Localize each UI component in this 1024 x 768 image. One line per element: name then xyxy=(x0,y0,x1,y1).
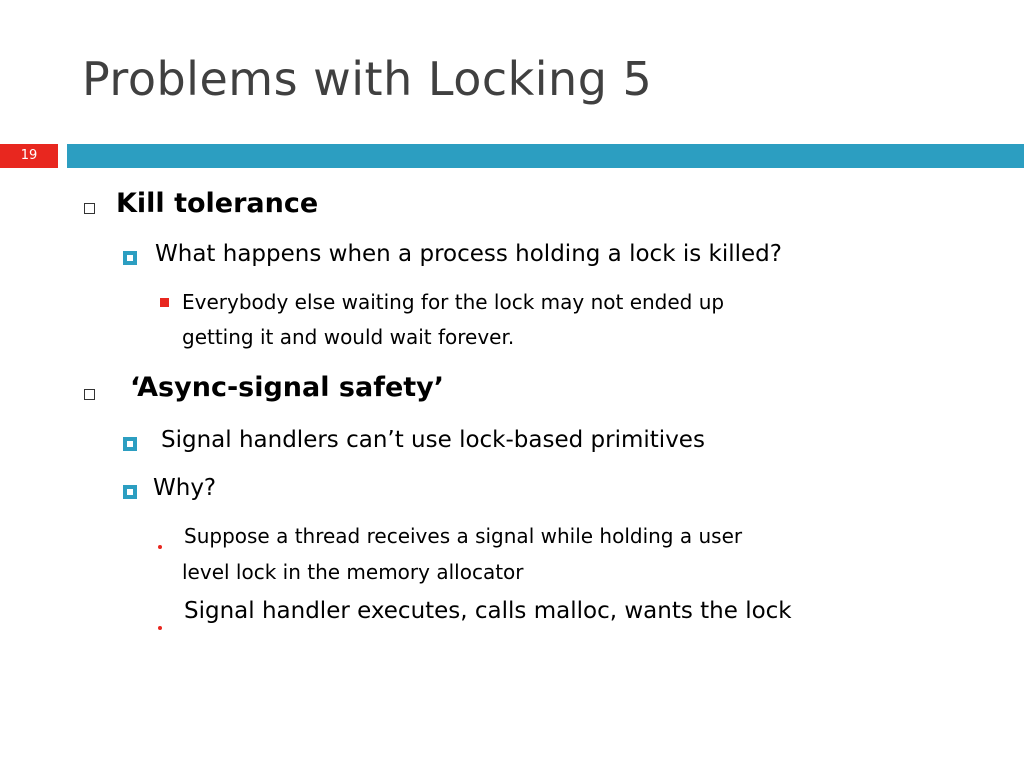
accent-bar xyxy=(67,144,1024,168)
hollow-square-bullet-icon xyxy=(84,389,95,400)
kill-tolerance-heading: Kill tolerance xyxy=(116,188,319,219)
reason2: Signal handler executes, calls malloc, wants the lock xyxy=(184,598,792,624)
kill-answer-line1: Everybody else waiting for the lock may not ended up xyxy=(182,290,725,314)
reason1-line1: Suppose a thread receives a signal while holding a user xyxy=(184,524,743,548)
square-bullet-icon xyxy=(123,437,137,451)
async-signal-heading: ‘Async-signal safety’ xyxy=(130,372,445,403)
hollow-square-bullet-icon xyxy=(84,203,95,214)
dot-bullet-icon xyxy=(158,626,162,630)
async-why: Why? xyxy=(153,475,217,501)
slide-number: 19 xyxy=(0,144,58,168)
dot-bullet-icon xyxy=(158,545,162,549)
reason1-line2: level lock in the memory allocator xyxy=(182,560,524,584)
async-point1: Signal handlers can’t use lock-based primitives xyxy=(161,427,705,453)
kill-answer-line2: getting it and would wait forever. xyxy=(182,325,515,349)
slide-title: Problems with Locking 5 xyxy=(82,52,653,106)
kill-question: What happens when a process holding a lock is killed? xyxy=(155,241,782,267)
square-bullet-icon xyxy=(123,251,137,265)
square-bullet-icon xyxy=(123,485,137,499)
red-square-bullet-icon xyxy=(160,298,169,307)
